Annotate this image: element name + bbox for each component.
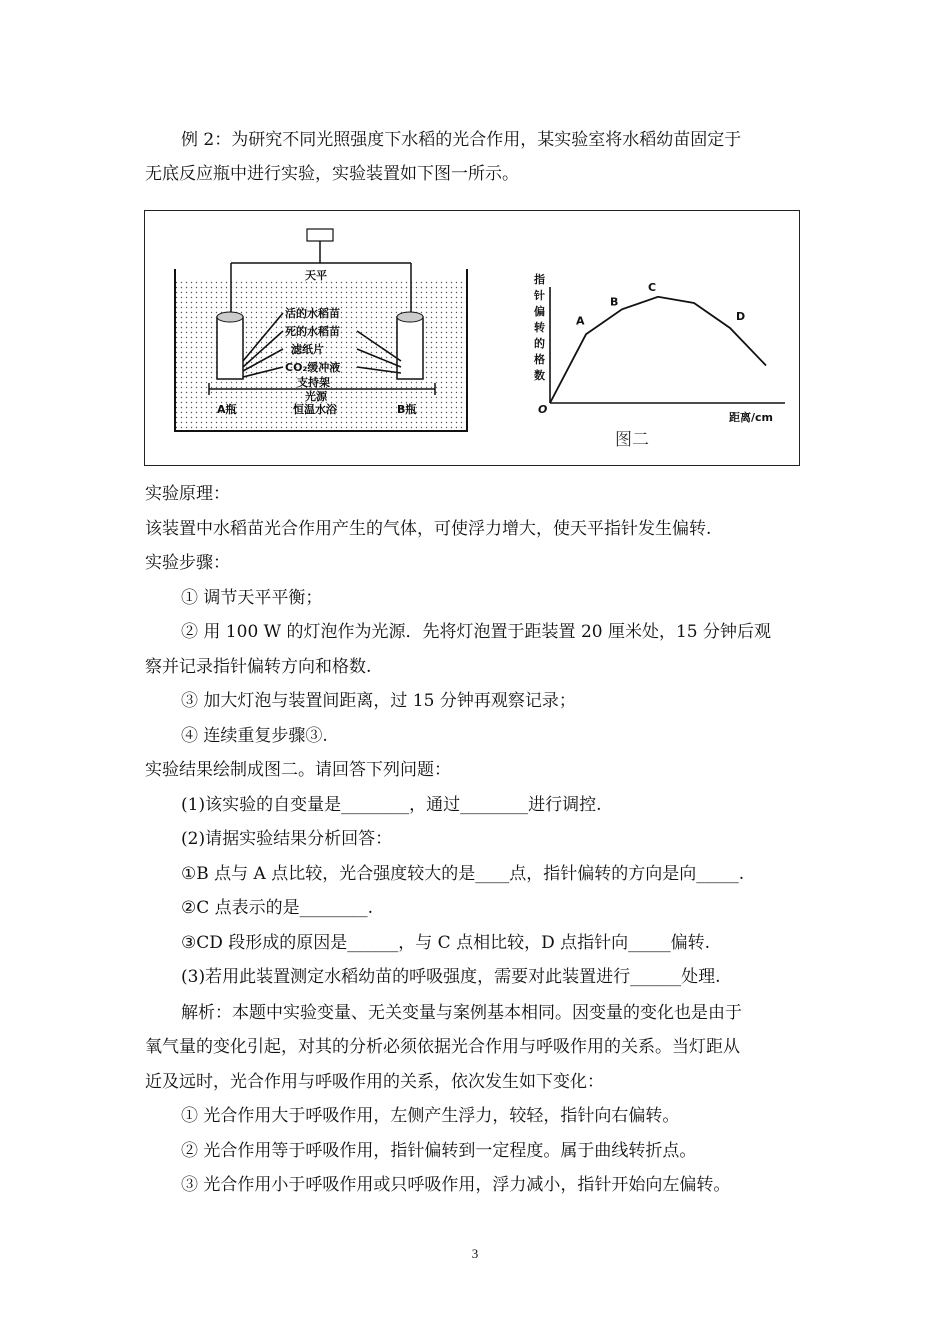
body-line-10: (1)该实验的自变量是________，通过________进行调控. bbox=[181, 795, 602, 815]
label-live-seedling: 活的水稻苗 bbox=[285, 307, 340, 320]
body-line-16: 解析：本题中实验变量、无关变量与案例基本相同。因变量的变化也是由于 bbox=[181, 1003, 742, 1023]
body-line-21: ③ 光合作用小于呼吸作用或只呼吸作用，浮力减小，指针开始向左偏转。 bbox=[181, 1175, 731, 1195]
body-line-20: ② 光合作用等于呼吸作用，指针偏转到一定程度。属于曲线转折点。 bbox=[181, 1141, 697, 1161]
body-line-18: 近及远时，光合作用与呼吸作用的关系，依次发生如下变化： bbox=[145, 1072, 604, 1092]
label-light-source: 光源 bbox=[305, 390, 327, 403]
body-line-17: 氧气量的变化引起，对其的分析必须依据光合作用与呼吸作用的关系。当灯距从 bbox=[145, 1037, 740, 1057]
figure-box bbox=[144, 210, 800, 466]
y-label-char: 的 bbox=[534, 337, 545, 350]
figure-caption: 图二 bbox=[615, 430, 649, 450]
y-label-char: 数 bbox=[534, 369, 545, 382]
body-line-5: ② 用 100 W 的灯泡作为光源．先将灯泡置于距装置 20 厘米处，15 分钟后观 bbox=[181, 622, 772, 642]
body-line-9: 实验结果绘制成图二。请回答下列问题： bbox=[145, 760, 451, 780]
label-stand: 支持架 bbox=[297, 376, 330, 389]
body-line-2: 该装置中水稻苗光合作用产生的气体，可使浮力增大，使天平指针发生偏转. bbox=[145, 519, 712, 539]
body-line-11: (2)请据实验结果分析回答： bbox=[181, 829, 393, 849]
page-number: 3 bbox=[471, 1246, 479, 1261]
figure-svg bbox=[145, 211, 801, 467]
body-line-15: (3)若用此装置测定水稻幼苗的呼吸强度，需要对此装置进行______处理. bbox=[181, 967, 721, 987]
y-label-char: 格 bbox=[534, 353, 545, 366]
intro-line-2: 无底反应瓶中进行实验，实验装置如下图一所示。 bbox=[145, 164, 519, 184]
body-line-13: ②C 点表示的是________. bbox=[181, 898, 374, 918]
label-bottle-b: B瓶 bbox=[397, 403, 417, 416]
y-label-char: 指 bbox=[534, 273, 545, 286]
bottle-a bbox=[217, 317, 243, 379]
label-bottle-a: A瓶 bbox=[217, 403, 237, 416]
y-axis-label bbox=[533, 272, 545, 382]
curve-line bbox=[550, 297, 766, 403]
bottle-b bbox=[397, 317, 423, 379]
body-line-8: ④ 连续重复步骤③. bbox=[181, 726, 328, 746]
label-dead-seedling: 死的水稻苗 bbox=[285, 325, 340, 338]
label-buffer: CO₂缓冲液 bbox=[285, 361, 341, 374]
label-balance: 天平 bbox=[305, 269, 327, 282]
label-filter-paper: 滤纸片 bbox=[291, 343, 324, 356]
apparatus-diagram bbox=[175, 229, 467, 431]
intro-line-1: 例 2：为研究不同光照强度下水稻的光合作用，某实验室将水稻幼苗固定于 bbox=[181, 130, 742, 150]
y-label-char: 转 bbox=[534, 321, 545, 334]
body-line-7: ③ 加大灯泡与装置间距离，过 15 分钟再观察记录； bbox=[181, 691, 576, 711]
body-line-12: ①B 点与 A 点比较，光合强度较大的是____点，指针偏转的方向是向_____. bbox=[181, 864, 745, 884]
origin-label: O bbox=[538, 403, 548, 416]
body-line-1: 实验原理： bbox=[145, 484, 230, 504]
y-label-char: 针 bbox=[534, 289, 545, 302]
body-line-6: 察并记录指针偏转方向和格数. bbox=[145, 657, 372, 677]
balance-dial-icon bbox=[307, 229, 333, 241]
point-label-d: D bbox=[736, 310, 746, 323]
body-line-19: ① 光合作用大于呼吸作用，左侧产生浮力，较轻，指针向右偏转。 bbox=[181, 1106, 680, 1126]
y-label-char: 偏 bbox=[534, 305, 545, 318]
point-label-c: C bbox=[648, 280, 657, 294]
curve-chart bbox=[533, 272, 785, 450]
body-line-3: 实验步骤： bbox=[145, 553, 230, 573]
label-water-bath: 恒温水浴 bbox=[293, 403, 337, 416]
body-line-14: ③CD 段形成的原因是______，与 C 点相比较，D 点指针向_____偏转. bbox=[181, 933, 711, 953]
body-line-4: ① 调节天平平衡； bbox=[181, 588, 323, 608]
x-axis-label: 距离/cm bbox=[729, 411, 773, 424]
point-label-b: B bbox=[610, 295, 619, 309]
point-label-a: A bbox=[576, 314, 585, 328]
